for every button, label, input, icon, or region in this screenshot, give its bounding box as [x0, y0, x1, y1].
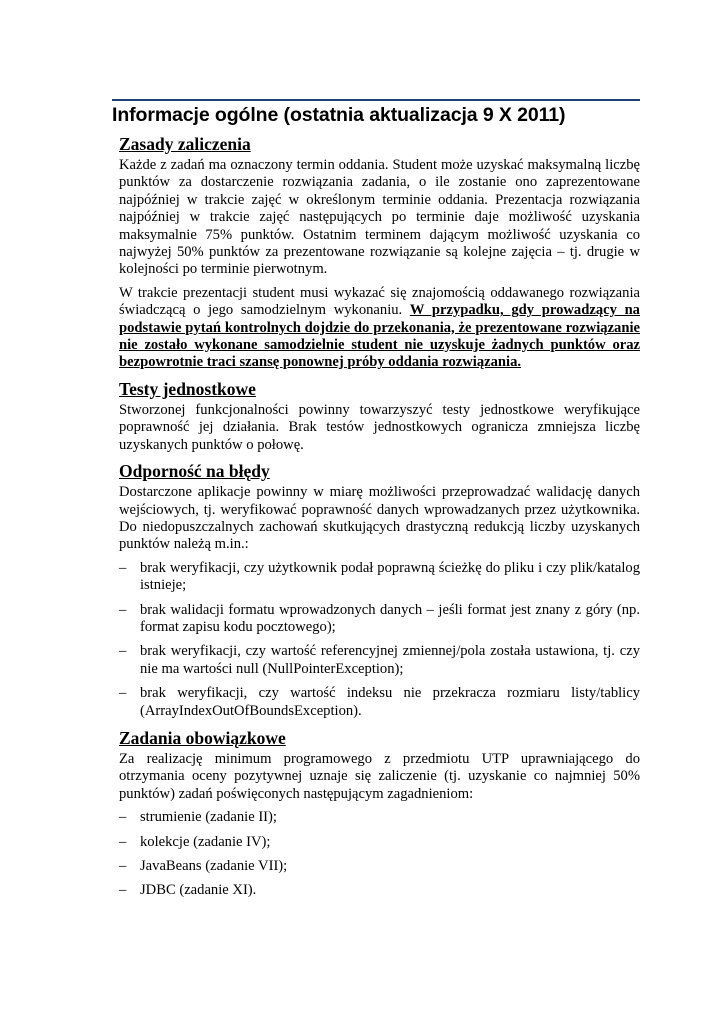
list-item: [119, 834, 640, 851]
dash-bullet-icon: –: [119, 833, 127, 850]
dash-bullet-icon: –: [119, 643, 127, 660]
unit-tests-paragraph: Stworzonej funkcjonalności powinny towarzyszyć testy jednostkowe weryfikujące poprawność jej działania. Brak testów jednostkowych ogranicza zmniejsza liczbę uzyskanych punktów o połowę.: [119, 401, 640, 453]
document-page: [112, 99, 640, 907]
list-item-text: brak weryfikacji, czy wartość indeksu nie przekracza rozmiaru listy/tablicy (ArrayIndexOutOfBoundsException).: [140, 685, 640, 719]
list-item: [119, 809, 640, 826]
section-heading-mandatory-tasks: Zadania obowiązkowe: [119, 727, 286, 748]
section-heading-error-resilience: Odporność na błędy: [119, 461, 270, 482]
grading-rules-paragraph-2: [119, 285, 640, 372]
dash-bullet-icon: –: [119, 685, 127, 702]
page-title: Informacje ogólne (ostatnia aktualizacja 9 X 2011): [112, 104, 566, 126]
list-item: [119, 858, 640, 875]
section-error-resilience: [112, 460, 640, 720]
list-item: [119, 882, 640, 899]
list-item-text: brak walidacji formatu wprowadzonych danych – jeśli format jest znany z góry (np. format zapisu kodu pocztowego);: [140, 601, 640, 635]
section-mandatory-tasks: [112, 727, 640, 900]
list-item-text: brak weryfikacji, czy użytkownik podał poprawną ścieżkę do pliku i czy plik/katalog istnieje;: [140, 559, 640, 594]
section-heading-grading-rules: Zasady zaliczenia: [119, 134, 251, 154]
error-resilience-list: [119, 560, 640, 720]
dash-bullet-icon: –: [119, 858, 127, 874]
list-item: [119, 602, 640, 637]
header-rule: [112, 99, 640, 101]
list-item-text: JavaBeans (zadanie VII);: [140, 858, 288, 874]
section-unit-tests: [112, 378, 640, 454]
error-resilience-paragraph: Dostarczone aplikacje powinny w miarę możliwości przeprowadzać walidację danych wejściowych, tj. weryfikować poprawność danych wprowadzanych przez użytkownika. Do niedopuszczalnych zachowań skutkujących drastyczną redukcją liczby uzyskanych punktów należą m.in.:: [119, 484, 640, 553]
list-item-text: kolekcje (zadanie IV);: [140, 833, 271, 850]
list-item-text: strumienie (zadanie II);: [140, 809, 277, 826]
list-item-text: brak weryfikacji, czy wartość referencyjnej zmiennej/pola została ustawiona, tj. czy nie ma wartości null (NullPointerException);: [140, 643, 640, 677]
section-grading-rules: [112, 133, 640, 372]
list-item: [119, 643, 640, 678]
grading-rules-paragraph-2-text: W trakcie prezentacji student musi wykazać się znajomością oddawanego rozwiązania świadczącą o jego samodzielnym wykonaniu.: [119, 284, 640, 319]
list-item: [119, 560, 640, 595]
dash-bullet-icon: –: [119, 559, 127, 576]
section-heading-unit-tests: Testy jednostkowe: [119, 378, 256, 399]
grading-rules-warning: W przypadku, gdy prowadzący na podstawie pytań kontrolnych dojdzie do przekonania, że prezentowane rozwiązanie nie zostało wykonane samodzielnie student nie uzyskuje żadnych punktów oraz bezpowrotnie traci szansę ponownej próby oddania rozwiązania.: [119, 302, 640, 371]
dash-bullet-icon: –: [119, 809, 127, 826]
mandatory-tasks-paragraph: Za realizację minimum programowego z przedmiotu UTP uprawniającego do otrzymania oceny pozytywnej uznaje się zaliczenie (tj. uzyskanie co najmniej 50% punktów) zadań poświęconych następującym zagadnieniom:: [119, 750, 640, 802]
grading-rules-paragraph-1: Każde z zadań ma oznaczony termin oddania. Student może uzyskać maksymalną liczbę punktów za dostarczenie rozwiązania zadania, o ile zostanie ono zaprezentowane najpóźniej w trakcie zajęć w określonym terminie oddania. Prezentacja rozwiązania najpóźniej w trakcie zajęć następujących po terminie daje możliwość uzyskania maksymalnie 75% punktów. Ostatnim terminem dającym możliwość uzyskania co najwyżej 50% punktów za prezentowane rozwiązanie są kolejne zajęcia – tj. drugie w kolejności po terminie pierwotnym.: [119, 157, 640, 278]
list-item-text: JDBC (zadanie XI).: [140, 882, 257, 899]
dash-bullet-icon: –: [119, 882, 127, 899]
dash-bullet-icon: –: [119, 601, 127, 618]
mandatory-tasks-list: [119, 809, 640, 900]
list-item: [119, 685, 640, 720]
